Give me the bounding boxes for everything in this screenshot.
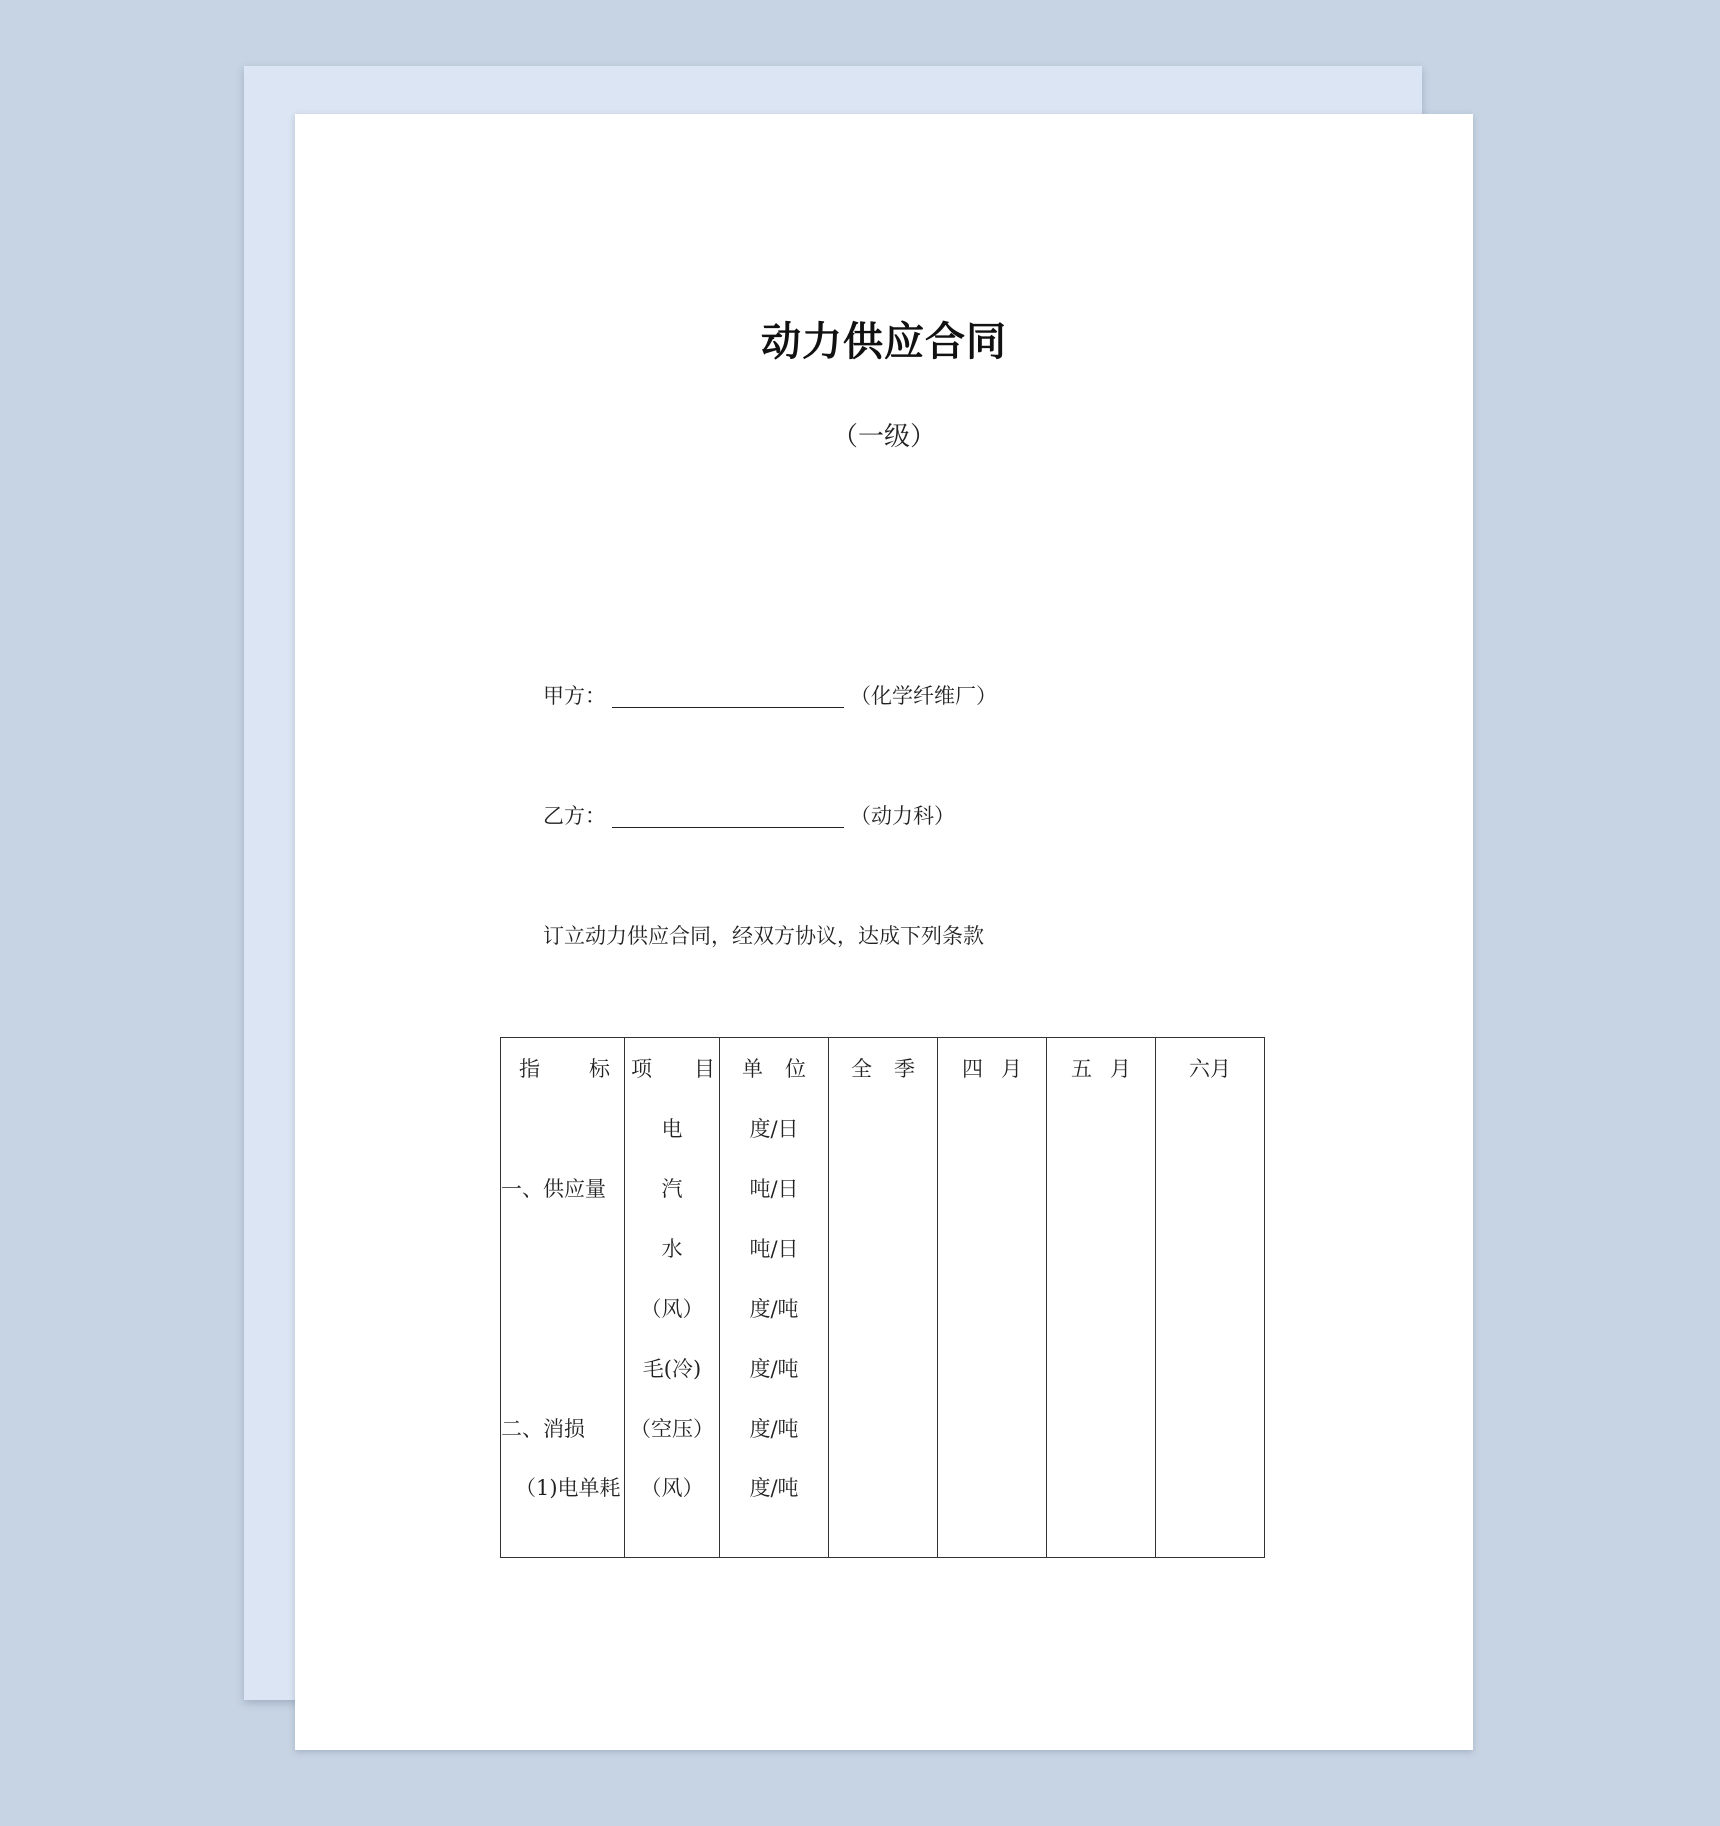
cell-april: [938, 1398, 1047, 1458]
cell-may: [1047, 1218, 1156, 1278]
row-indicator: [501, 1338, 625, 1398]
header-may: 五 月: [1047, 1038, 1156, 1099]
party-a-line: [543, 680, 997, 710]
cell-season: [829, 1338, 938, 1398]
cell-season: [829, 1158, 938, 1218]
cell-april: [938, 1278, 1047, 1338]
cell-june: [1156, 1158, 1265, 1218]
cell-season: [829, 1278, 938, 1338]
row-indicator: （1)电单耗: [501, 1458, 625, 1558]
table-row: [501, 1338, 1265, 1398]
row-indicator: 二、消损: [501, 1398, 625, 1458]
row-item: （空压）: [625, 1398, 720, 1458]
party-a-blank: [612, 685, 844, 708]
cell-june: [1156, 1338, 1265, 1398]
document-title: 动力供应合同: [761, 319, 1007, 365]
cell-season: [829, 1458, 938, 1558]
cell-may: [1047, 1158, 1156, 1218]
row-unit: 吨/日: [720, 1218, 829, 1278]
cell-april: [938, 1158, 1047, 1218]
table-row: [501, 1158, 1265, 1218]
cell-may: [1047, 1398, 1156, 1458]
row-indicator: [501, 1098, 625, 1158]
row-indicator: 一、供应量: [501, 1158, 625, 1218]
header-season: 全 季: [829, 1038, 938, 1099]
cell-may: [1047, 1458, 1156, 1558]
header-item: 项 目: [625, 1038, 720, 1099]
party-a-label: 甲方：: [543, 684, 606, 708]
header-indicator: 指 标: [501, 1038, 625, 1099]
table-row: [501, 1218, 1265, 1278]
cell-may: [1047, 1098, 1156, 1158]
cell-season: [829, 1098, 938, 1158]
header-unit: 单 位: [720, 1038, 829, 1099]
row-unit: 吨/日: [720, 1158, 829, 1218]
row-item: （风）: [625, 1458, 720, 1558]
row-unit: 度/吨: [720, 1338, 829, 1398]
party-b-label: 乙方：: [543, 804, 606, 828]
cell-season: [829, 1218, 938, 1278]
cell-april: [938, 1218, 1047, 1278]
preamble-text: 订立动力供应合同，经双方协议，达成下列条款: [543, 924, 984, 948]
table-row: [501, 1278, 1265, 1338]
supply-terms-table: [500, 1037, 1265, 1558]
cell-june: [1156, 1278, 1265, 1338]
row-unit: 度/日: [720, 1098, 829, 1158]
cell-may: [1047, 1338, 1156, 1398]
document-page: [295, 114, 1473, 1750]
row-unit: 度/吨: [720, 1278, 829, 1338]
row-indicator: [501, 1218, 625, 1278]
cell-june: [1156, 1398, 1265, 1458]
cell-season: [829, 1398, 938, 1458]
row-unit: 度/吨: [720, 1398, 829, 1458]
party-b-line: [543, 800, 955, 830]
cell-june: [1156, 1458, 1265, 1558]
table-row: [501, 1458, 1265, 1558]
header-june: 六月: [1156, 1038, 1265, 1099]
header-april: 四 月: [938, 1038, 1047, 1099]
party-b-note: （动力科）: [850, 804, 955, 828]
party-b-blank: [612, 805, 844, 828]
row-unit: 度/吨: [720, 1458, 829, 1558]
row-item: 水: [625, 1218, 720, 1278]
row-item: 汽: [625, 1158, 720, 1218]
row-item: 电: [625, 1098, 720, 1158]
table-row: [501, 1098, 1265, 1158]
row-item: （风）: [625, 1278, 720, 1338]
cell-april: [938, 1338, 1047, 1398]
cell-june: [1156, 1218, 1265, 1278]
table-header-row: [501, 1038, 1265, 1099]
cell-june: [1156, 1098, 1265, 1158]
table-row: [501, 1398, 1265, 1458]
row-item: 毛(冷): [625, 1338, 720, 1398]
cell-april: [938, 1098, 1047, 1158]
row-indicator: [501, 1278, 625, 1338]
cell-may: [1047, 1278, 1156, 1338]
party-a-note: （化学纤维厂）: [850, 684, 997, 708]
cell-april: [938, 1458, 1047, 1558]
document-subtitle: （一级）: [831, 422, 936, 452]
